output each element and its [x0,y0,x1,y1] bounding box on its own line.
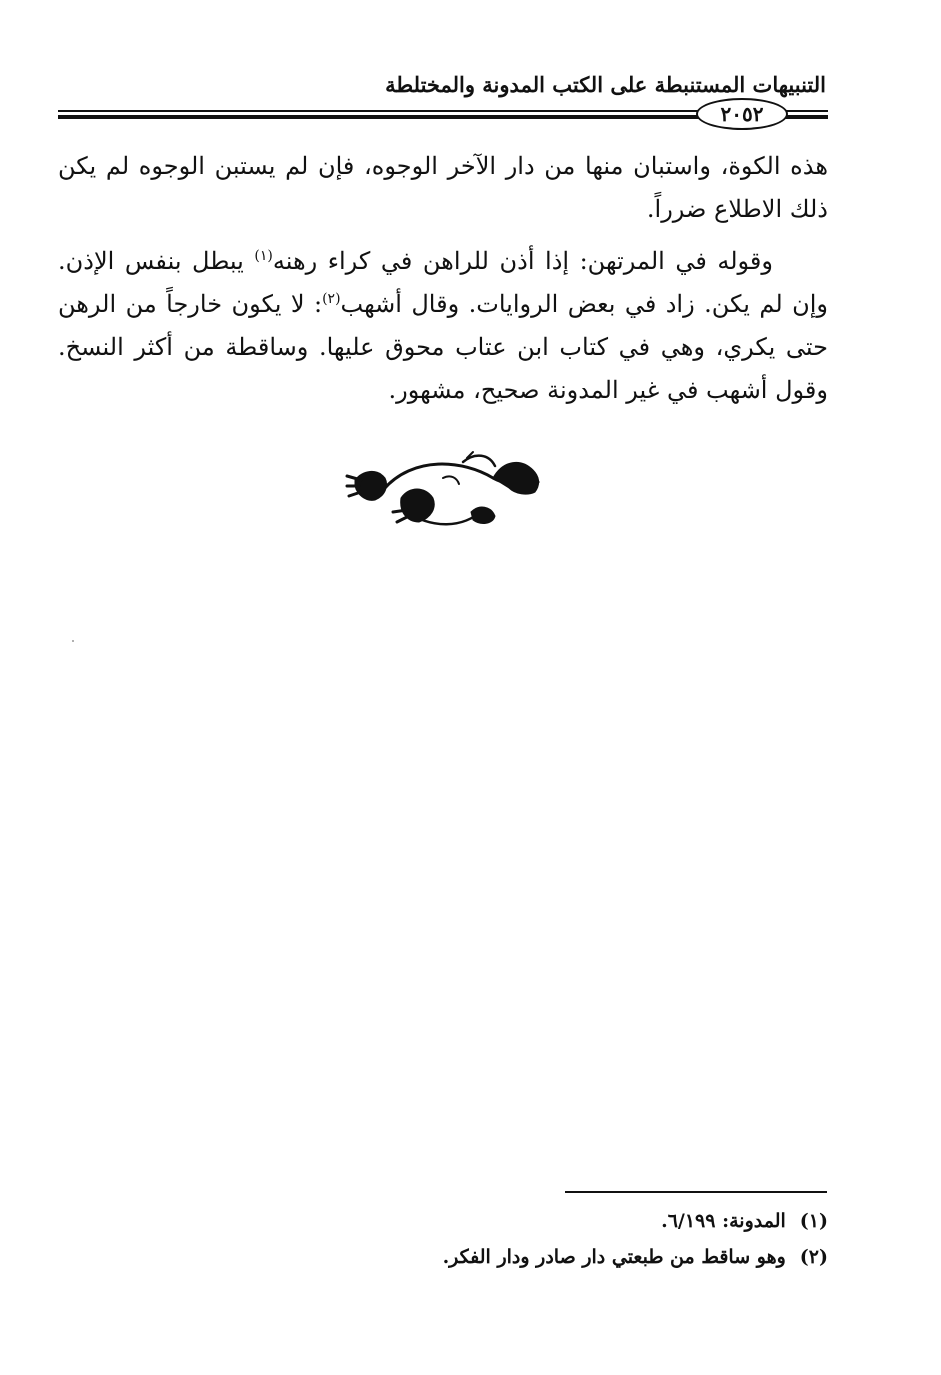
paragraph-1: هذه الكوة، واستبان منها من دار الآخر الوجوه، فإن لم يستبن الوجوه لم يكن ذلك الاطلاع ضرراً. [58,152,828,223]
page-number: ٢٠٥٢ [696,98,788,130]
footnote-2-number: (٢) [799,1246,828,1268]
footnote-2-text: وهو ساقط من طبعتي دار صادر ودار الفكر. [442,1246,786,1268]
paragraph-2-part-a: وقوله في المرتهن: إذا أذن للراهن في كراء رهنه [272,247,773,275]
footnote-separator [565,1191,827,1193]
scan-speck [72,640,74,642]
footnotes [128,1203,828,1275]
footnote-2 [128,1239,828,1275]
paragraph-2 [58,240,828,412]
floral-tulip-ornament-icon [343,450,543,540]
footnote-1-number: (١) [799,1210,828,1232]
running-title: التنبيهات المستنبطة على الكتب المدونة والمختلطة [385,72,826,97]
footnote-ref-1[interactable]: (١) [254,248,273,264]
footnote-1-text: المدونة: ٦/١٩٩. [661,1210,786,1232]
footnote-1 [128,1203,828,1239]
paragraph-2-part-c: : لا يكون خارجاً من الرهن حتى يكري، وهي في كتاب ابن عتاب محوق عليها. وساقطة من أكثر النسخ. وقول أشهب في غير المدونة صحيح، مشهور. [58,290,828,404]
main-text [58,145,828,421]
paragraph-2-part-b: يبطل بنفس الإذن. وإن لم يكن. زاد في بعض الروايات. وقال أشهب [58,247,828,318]
footnote-ref-2[interactable]: (٢) [322,291,341,307]
